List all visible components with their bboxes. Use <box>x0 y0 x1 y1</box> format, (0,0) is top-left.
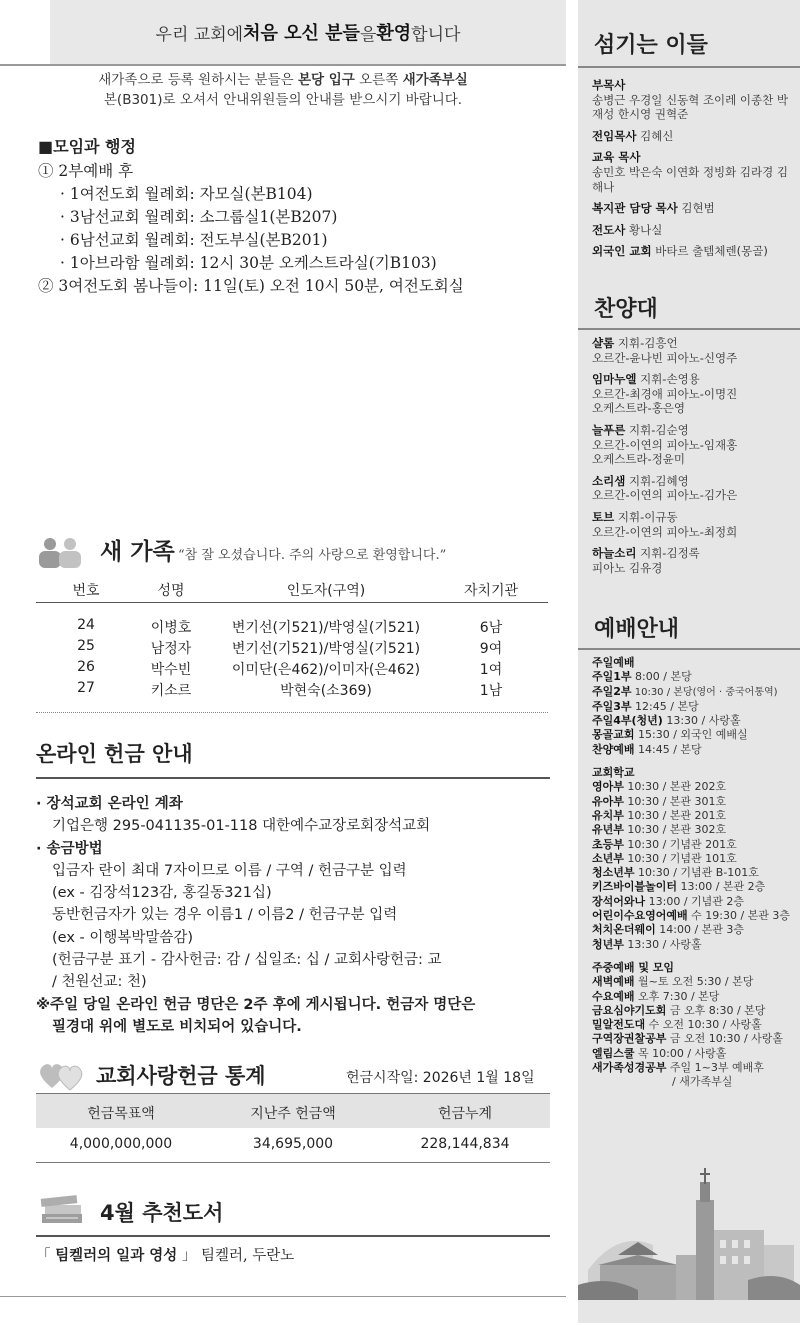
label: 새가족성경공부 <box>592 1061 667 1075</box>
label: 청소년부 <box>592 866 635 880</box>
group-head: 교회학교 <box>592 766 635 780</box>
gathering-line: ① 2부예배 후 <box>38 162 134 180</box>
note-line-2: 본(B301)로 오셔서 안내위원들의 안내를 받으시기 바랍니다. <box>103 92 463 108</box>
label: 주일3부 <box>592 699 632 713</box>
list-item <box>592 1004 798 1018</box>
value: 월~토 오전 5:30 / 본당 <box>634 975 754 989</box>
new-family-quote: “참 잘 오셨습니다. 주의 사랑으로 환영합니다.” <box>178 548 447 563</box>
choir-name: 임마누엘 <box>592 372 637 387</box>
online-notice: ※주일 당일 온라인 헌금 명단은 2주 후에 게시됩니다. 헌금자 명단은 <box>36 996 476 1013</box>
worship-list <box>592 656 798 1099</box>
gathering-list <box>38 160 464 298</box>
names: 바타르 출템체렌(몽골) <box>651 244 768 259</box>
servants-list <box>592 78 798 266</box>
stats-table-header <box>36 1093 550 1128</box>
list-item <box>592 823 798 837</box>
value: 금 오후 8:30 / 본당 <box>666 1003 766 1017</box>
list-item <box>592 201 798 216</box>
col-header: 성명 <box>157 583 185 599</box>
label: 찬양예배 <box>592 742 635 756</box>
group-head: 주중예배 및 모임 <box>592 960 675 974</box>
account-number: 기업은행 295-041135-01-118 대한예수교장로회장석교회 <box>52 818 431 835</box>
choir-name: 하늘소리 <box>592 546 637 561</box>
cell: 228,144,834 <box>420 1136 510 1152</box>
choir-list <box>592 336 798 582</box>
divider <box>36 1235 550 1237</box>
table-row <box>36 638 548 658</box>
label: 키즈바이블놀이터 <box>592 880 678 894</box>
worship-group <box>592 656 798 757</box>
online-giving-title: 온라인 헌금 안내 <box>36 742 193 766</box>
conductor: 지휘-손영용 <box>636 372 700 387</box>
cell: 변기선(기521)/박영실(기521) <box>231 620 421 636</box>
value: 10:30 / 본관 201호 <box>623 808 727 822</box>
welcome-banner <box>50 0 566 64</box>
welcome-note <box>0 70 566 110</box>
choir-title: 찬양대 <box>594 297 658 322</box>
list-item <box>592 780 798 794</box>
players: 오르간-이연의 피아노-최정희 <box>592 524 738 539</box>
label: 장석어와나 <box>592 894 646 908</box>
label: 유년부 <box>592 823 624 837</box>
welcome-pre: 우리 교회에 <box>155 24 244 45</box>
list-item <box>592 895 798 909</box>
list-item <box>592 372 798 416</box>
role: 전도사 <box>592 222 626 237</box>
list-item <box>592 223 798 238</box>
conductor: 지휘-이규동 <box>614 509 678 524</box>
stats-title: 교회사랑헌금 통계 <box>96 1064 266 1088</box>
value: 10:30 / 본관 302호 <box>623 823 727 837</box>
note-bold: 새가족부실 <box>402 72 468 88</box>
church-building-icon <box>578 1160 800 1300</box>
label: 유아부 <box>592 794 624 808</box>
gathering-line: · 1여전도회 월례회: 자모실(본B104) <box>60 185 313 203</box>
value: 13:30 / 사랑홀 <box>623 937 702 951</box>
cell: 25 <box>77 638 95 654</box>
cell: 26 <box>77 659 95 675</box>
stats-table-row <box>36 1128 550 1163</box>
divider <box>578 328 800 330</box>
sidebar <box>578 0 800 1323</box>
cell: 변기선(기521)/박영실(기521) <box>231 641 421 657</box>
divider <box>36 712 548 713</box>
worship-title: 예배안내 <box>594 617 680 642</box>
names: 송민호 박은숙 이연화 정빙화 김라경 김해나 <box>592 164 789 194</box>
choir-name: 토브 <box>592 509 615 524</box>
label: 새벽예배 <box>592 975 635 989</box>
list-item <box>592 78 798 122</box>
col-header: 인도자(구역) <box>286 583 366 599</box>
divider <box>578 66 800 68</box>
orchestra: 오케스트라-홍은영 <box>592 401 686 416</box>
label: 어린이수요영어예배 <box>592 909 688 923</box>
online-giving-body <box>36 793 556 1038</box>
value: 10:30 / 본관 301호 <box>623 794 727 808</box>
players: 오르간-이연의 피아노-김가은 <box>592 488 738 503</box>
cell: 이미단(은462)/이미자(은462) <box>231 662 421 678</box>
table-row <box>36 659 548 679</box>
list-item <box>592 1032 798 1046</box>
role: 전임목사 <box>592 128 637 143</box>
role: 교육 목사 <box>592 150 641 165</box>
conductor: 지휘-김혜영 <box>625 473 689 488</box>
method-line: (헌금구분 표기 - 감사헌금: 감 / 십일조: 십 / 교회사랑헌금: 교 <box>52 952 442 969</box>
gathering-title: ■모임과 행정 <box>38 137 136 156</box>
label: 유치부 <box>592 808 624 822</box>
list-item <box>592 809 798 823</box>
list-item <box>592 1018 798 1032</box>
worship-group <box>592 766 798 952</box>
label: 구역장권찰공부 <box>592 1032 667 1046</box>
label: 몽골교회 <box>592 728 635 742</box>
names: 황나실 <box>625 222 663 237</box>
account-title: · 장석교회 온라인 계좌 <box>36 796 183 812</box>
list-item <box>592 714 798 728</box>
books-icon <box>38 1190 86 1226</box>
choir-name: 소리샘 <box>592 473 626 488</box>
new-family-title: 새 가족 <box>100 539 175 565</box>
value: 15:30 / 외국인 예배실 <box>634 728 748 742</box>
divider <box>36 777 550 779</box>
book-author: 팀켈러, 두란노 <box>196 1248 295 1264</box>
value: 금 오전 10:30 / 사랑홀 <box>666 1032 784 1046</box>
orchestra: 오케스트라-정윤미 <box>592 452 686 467</box>
value: 13:30 / 사랑홀 <box>662 714 741 728</box>
list-item <box>592 1061 798 1075</box>
conductor: 지휘-김순영 <box>625 422 689 437</box>
label: 수요예배 <box>592 989 635 1003</box>
value: 12:45 / 본당 <box>631 699 699 713</box>
servants-title: 섬기는 이들 <box>594 33 708 58</box>
role: 복지관 담당 목사 <box>592 201 678 216</box>
col-header: 지난주 헌금액 <box>250 1106 336 1122</box>
hearts-icon <box>38 1058 86 1092</box>
method-line: 입금자 란이 최대 7자이므로 이름 / 구역 / 헌금구분 입력 <box>52 862 407 879</box>
list-item <box>592 795 798 809</box>
value: 10:30 / 기념관 201호 <box>623 837 737 851</box>
divider <box>578 648 800 650</box>
list-item <box>592 938 798 952</box>
list-item <box>592 423 798 467</box>
cell: 4,000,000,000 <box>69 1136 173 1152</box>
list-item <box>592 336 798 365</box>
book-name: 팀켈러의 일과 영성 <box>55 1248 178 1264</box>
welcome-bold-2: 환영 <box>376 23 412 44</box>
list-item <box>592 838 798 852</box>
list-item <box>592 728 798 742</box>
gathering-line: ② 3여전도회 봄나들이: 11일(토) 오전 10시 50분, 여전도회실 <box>38 277 464 295</box>
label: 주일4부(청년) <box>592 714 663 728</box>
cell: 1여 <box>479 662 503 678</box>
list-item <box>592 474 798 503</box>
choir-name: 늘푸른 <box>592 422 626 437</box>
label: 주일1부 <box>592 670 632 684</box>
players: 오르간-이연의 피아노-임재홍 <box>592 437 738 452</box>
players: 오르간-최경애 피아노-이명진 <box>592 386 738 401</box>
value: 10:30 / 본당(영어 · 중국어통역) <box>631 686 778 698</box>
label: 청년부 <box>592 937 624 951</box>
value: 14:45 / 본당 <box>634 742 702 756</box>
table-row <box>36 617 548 637</box>
names: 김혜신 <box>636 128 674 143</box>
list-item <box>592 700 798 714</box>
method-line: / 천원선교: 천) <box>52 974 147 991</box>
cell: 남정자 <box>150 641 192 657</box>
label: 밀알전도대 <box>592 1018 646 1032</box>
value: 수 19:30 / 본관 3층 <box>687 909 791 923</box>
label: 처치온더웨이 <box>592 923 656 937</box>
list-item <box>592 150 798 194</box>
group-head: 주일예배 <box>592 656 635 669</box>
cell: 1남 <box>479 683 503 699</box>
value: 13:00 / 기념관 2층 <box>645 894 745 908</box>
names: 김현범 <box>677 201 715 216</box>
gathering-line: · 6남선교회 월례회: 전도부실(본B201) <box>60 231 328 249</box>
book-title: 4월 추천도서 <box>100 1201 224 1225</box>
online-notice: 필경대 위에 별도로 비치되어 있습니다. <box>52 1018 302 1035</box>
value: 오후 7:30 / 본당 <box>634 989 720 1003</box>
gathering-line: · 1아브라함 월례회: 12시 30분 오케스트라실(기B103) <box>60 254 437 272</box>
value: 14:00 / 본관 3층 <box>655 923 745 937</box>
cell: 24 <box>77 617 95 633</box>
method-line: (ex - 이행복박말씀감) <box>52 929 194 946</box>
list-item <box>592 990 798 1004</box>
cell: 9여 <box>479 641 503 657</box>
note-text: 새가족으로 등록 원하시는 분들은 <box>98 72 298 88</box>
label: 초등부 <box>592 837 624 851</box>
value: 주일 1~3부 예배후 <box>666 1061 764 1075</box>
value: 수 오전 10:30 / 사랑홀 <box>645 1018 762 1032</box>
bracket: 」 <box>177 1248 197 1264</box>
value: 목 10:00 / 사랑홀 <box>634 1046 727 1060</box>
list-item <box>592 244 798 259</box>
divider <box>0 1296 566 1297</box>
method-line: 동반헌금자가 있는 경우 이름1 / 이름2 / 헌금구분 입력 <box>52 907 398 924</box>
list-item <box>592 546 798 575</box>
label: 주일2부 <box>592 684 632 698</box>
list-item <box>592 510 798 539</box>
players: 피아노 김유경 <box>592 560 663 575</box>
list-item <box>592 866 798 880</box>
cell: 34,695,000 <box>252 1136 334 1152</box>
role: 부목사 <box>592 78 626 92</box>
list-item <box>592 129 798 144</box>
value: / 새가족부실 <box>672 1075 733 1089</box>
list-item <box>592 685 798 700</box>
welcome-mid: 을 <box>359 24 377 45</box>
cell: 6남 <box>479 620 503 636</box>
value: 10:30 / 기념관 101호 <box>623 851 737 865</box>
players: 오르간-윤나빈 피아노-신영주 <box>592 350 738 365</box>
welcome-post: 합니다 <box>411 24 461 45</box>
value: 10:30 / 본관 202호 <box>623 780 727 794</box>
choir-name: 샬롬 <box>592 336 615 350</box>
list-item <box>592 1075 798 1089</box>
method-title: · 송금방법 <box>36 840 103 857</box>
list-item <box>592 1047 798 1061</box>
people-icon <box>36 536 86 568</box>
cell: 박현숙(소369) <box>280 683 372 699</box>
cell: 키소르 <box>150 683 192 699</box>
list-item <box>592 975 798 989</box>
bracket: 「 <box>36 1248 56 1264</box>
label: 엘림스쿨 <box>592 1046 635 1060</box>
list-item <box>592 923 798 937</box>
label: 영아부 <box>592 780 624 794</box>
divider <box>0 64 566 66</box>
gathering-line: · 3남선교회 월례회: 소그룹실1(본B207) <box>60 208 338 226</box>
label: 금요심야기도회 <box>592 1003 667 1017</box>
list-item <box>592 909 798 923</box>
list-item <box>592 880 798 894</box>
col-header: 번호 <box>72 583 100 599</box>
worship-group <box>592 961 798 1090</box>
list-item <box>592 852 798 866</box>
note-text: 오른쪽 <box>354 72 403 88</box>
conductor: 지휘-김정록 <box>636 546 700 561</box>
book-recommendation <box>36 1244 294 1265</box>
cell: 이병호 <box>150 620 192 636</box>
role: 외국인 교회 <box>592 244 652 259</box>
col-header: 헌금누계 <box>437 1106 493 1122</box>
list-item <box>592 670 798 684</box>
stats-start-date: 헌금시작일: 2026년 1월 18일 <box>346 1070 535 1086</box>
new-family-table-header <box>36 574 548 603</box>
names: 송병근 우경일 신동혁 조이레 이종찬 박재성 한시영 권혁준 <box>592 92 789 122</box>
method-line: (ex - 김장석123감, 홍길동321십) <box>52 885 272 902</box>
list-item <box>592 743 798 757</box>
cell: 27 <box>77 680 95 696</box>
table-row <box>36 680 548 700</box>
welcome-bold-1: 처음 오신 분들 <box>243 23 360 44</box>
value: 10:30 / 기념관 B-101호 <box>634 866 759 880</box>
col-header: 자치기관 <box>463 583 519 599</box>
note-bold: 본당 입구 <box>297 72 355 88</box>
conductor: 지휘-김흥언 <box>614 336 678 350</box>
value: 8:00 / 본당 <box>631 670 692 684</box>
col-header: 헌금목표액 <box>87 1106 155 1122</box>
label: 소년부 <box>592 851 624 865</box>
cell: 박수빈 <box>150 662 192 678</box>
value: 13:00 / 본관 2층 <box>677 880 766 894</box>
